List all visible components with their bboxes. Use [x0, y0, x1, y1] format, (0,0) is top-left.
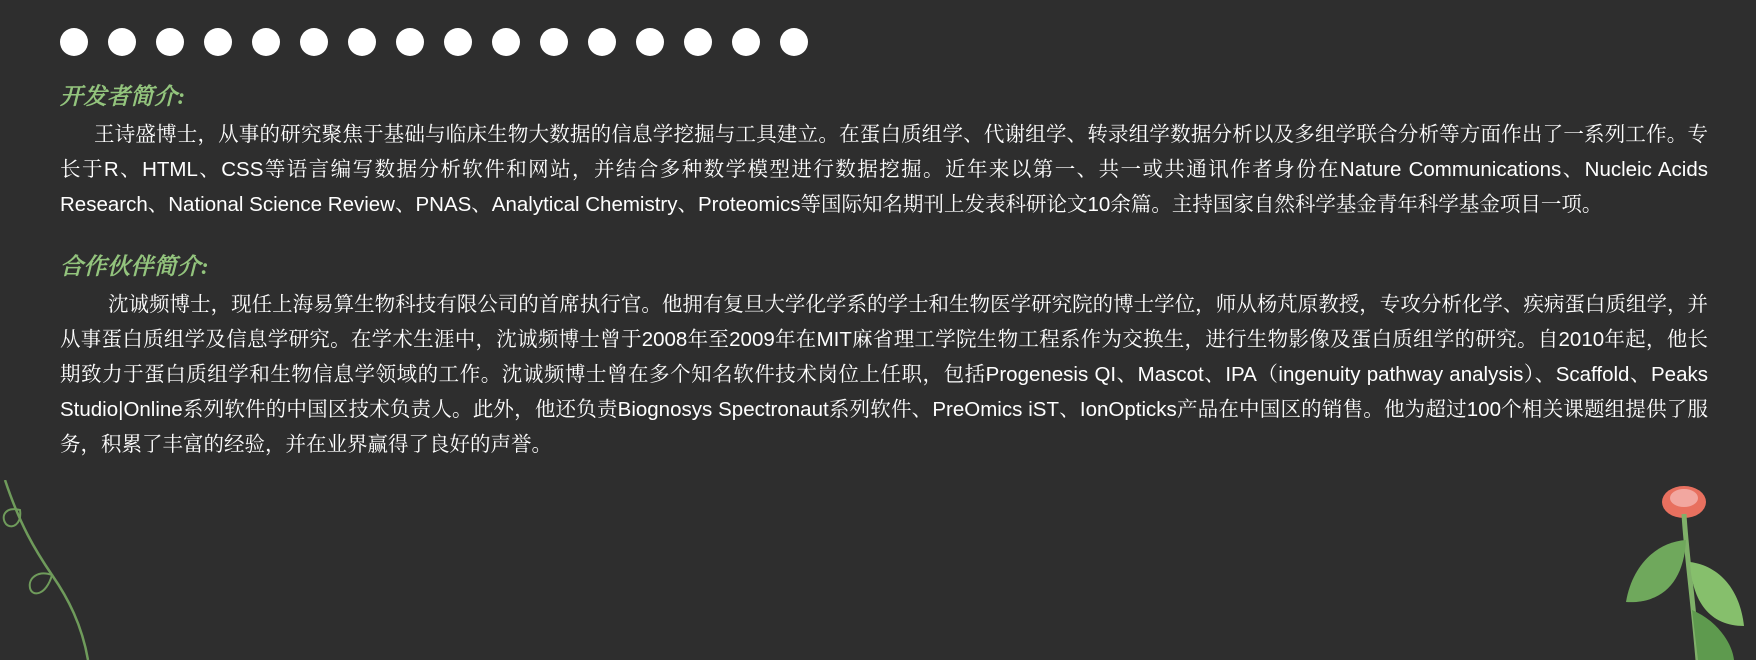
- dot-icon: [252, 28, 280, 56]
- dot-icon: [156, 28, 184, 56]
- dot-row-decoration: [60, 28, 808, 56]
- dot-icon: [60, 28, 88, 56]
- developer-intro-paragraph: 王诗盛博士，从事的研究聚焦于基础与临床生物大数据的信息学挖掘与工具建立。在蛋白质组学、代谢组学、转录组学数据分析以及多组学联合分析等方面作出了一系列工作。专长于R、HTML、CSS等语言编写数据分析软件和网站，并结合多种数学模型进行数据挖掘。近年来以第一、共一或共通讯作者身份在Nature Communications、Nucleic Acids Research、National Science Review、PNAS、Analytical Chemistry、Proteomics等国际知名期刊上发表科研论文10余篇。主持国家自然科学基金青年科学基金项目一项。: [60, 123, 1708, 216]
- dot-icon: [684, 28, 712, 56]
- partner-intro-paragraph: 沈诚频博士，现任上海易算生物科技有限公司的首席执行官。他拥有复旦大学化学系的学士和生物医学研究院的博士学位，师从杨芃原教授，专攻分析化学、疾病蛋白质组学，并从事蛋白质组学及信息学研究。在学术生涯中，沈诚频博士曾于2008年至2009年在MIT麻省理工学院生物工程系作为交换生，进行生物影像及蛋白质组学的研究。自2010年起，他长期致力于蛋白质组学和生物信息学领域的工作。沈诚频博士曾在多个知名软件技术岗位上任职，包括Progenesis QI、Mascot、IPA（ingenuity pathway analysis）、Scaffold、Peaks Studio|Online系列软件的中国区技术负责人。此外，他还负责Biognosys Spectronaut系列软件、PreOmics iST、IonOpticks产品在中国区的销售。他为超过100个相关课题组提供了服务，积累了丰富的经验，并在业界赢得了良好的声誉。: [60, 293, 1708, 456]
- dot-icon: [396, 28, 424, 56]
- dot-icon: [300, 28, 328, 56]
- slide-content: [60, 78, 1708, 462]
- dot-icon: [588, 28, 616, 56]
- dot-icon: [444, 28, 472, 56]
- partner-intro-heading: 合作伙伴简介:: [60, 254, 210, 279]
- dot-icon: [780, 28, 808, 56]
- developer-intro-heading: 开发者简介:: [60, 84, 186, 109]
- dot-icon: [348, 28, 376, 56]
- dot-icon: [492, 28, 520, 56]
- dot-icon: [540, 28, 568, 56]
- dot-icon: [732, 28, 760, 56]
- vine-decoration: [0, 480, 130, 660]
- flower-decoration: [1566, 470, 1756, 660]
- dot-icon: [204, 28, 232, 56]
- dot-icon: [108, 28, 136, 56]
- dot-icon: [636, 28, 664, 56]
